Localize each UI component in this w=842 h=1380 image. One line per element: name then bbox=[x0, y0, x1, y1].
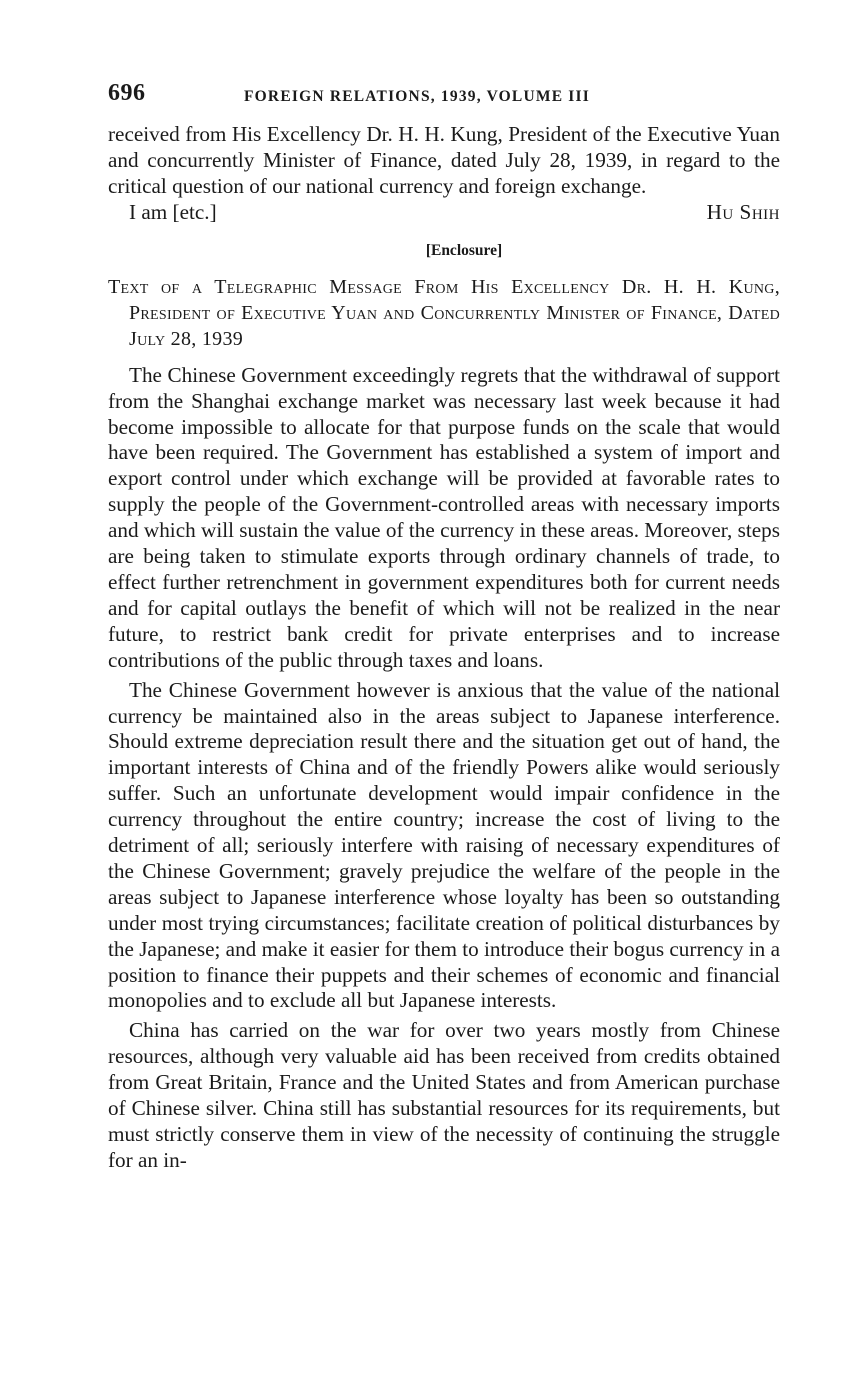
page-header bbox=[108, 80, 780, 114]
letter-signoff bbox=[108, 200, 780, 228]
running-head: FOREIGN RELATIONS, 1939, VOLUME III bbox=[244, 88, 590, 105]
enclosure-label: [Enclosure] bbox=[425, 241, 503, 259]
enclosure-paragraph: The Chinese Government exceedingly regrets that the withdrawal of support from the Shanghai exchange market was necessary last week because it had become impossible to allocate for that purpose funds on the scale that would have been required. The Government has established a system of import and export control under which exchange will be provided at favorable rates to supply the people of the Government-controlled areas with necessary imports and which will sustain the value of the currency in these areas. Moreover, steps are being taken to stimulate exports through ordinary channels of trade, to effect further retrenchment in government expenditures both for current needs and for capital outlays the benefit of which will not be realized in the near future, to restrict bank credit for private enterprises and to increase contributions of the public through taxes and loans. bbox=[108, 362, 780, 672]
letter-signer: Hu Shih bbox=[706, 199, 780, 224]
page-number: 696 bbox=[108, 80, 146, 106]
document-page bbox=[108, 80, 780, 1174]
enclosure-title: Text of a Telegraphic Message From His Excellency Dr. H. H. Kung, President of Executive Yuan and Concurrently Minister of Finance, Dated July 28, 1939 bbox=[108, 275, 780, 350]
enclosure-paragraph: The Chinese Government however is anxious that the value of the national currency be maintained also in the areas subject to Japanese interference. Should extreme depreciation result there and the situation get out of hand, the important interests of China and of the friendly Powers alike would seriously suffer. Such an unfortunate development would impair confidence in the currency throughout the entire country; increase the cost of living to the detriment of all; seriously interfere with raising of necessary expenditures of the Chinese Government; gravely prejudice the welfare of the people in the areas subject to Japanese interference whose loyalty has been so outstanding under most trying circumstances; facilitate creation of political disturbances by the Japanese; and make it easier for them to introduce their bogus currency in a position to finance their puppets and their schemes of economic and financial monopolies and to exclude all but Japanese interests. bbox=[108, 677, 780, 1013]
letter-closing: I am [etc.] bbox=[129, 199, 217, 224]
letter-continuation: received from His Excellency Dr. H. H. Kung, President of the Executive Yuan and concurrently Minister of Finance, dated July 28, 1939, in regard to the critical question of our national currency and foreign exchange. bbox=[108, 122, 780, 198]
enclosure-paragraph: China has carried on the war for over two years mostly from Chinese resources, although very valuable aid has been received from credits obtained from Great Britain, France and the United States and from American purchase of Chinese silver. China still has substantial resources for its requirements, but must strictly conserve them in view of the necessity of continuing the struggle for an in- bbox=[108, 1018, 780, 1172]
